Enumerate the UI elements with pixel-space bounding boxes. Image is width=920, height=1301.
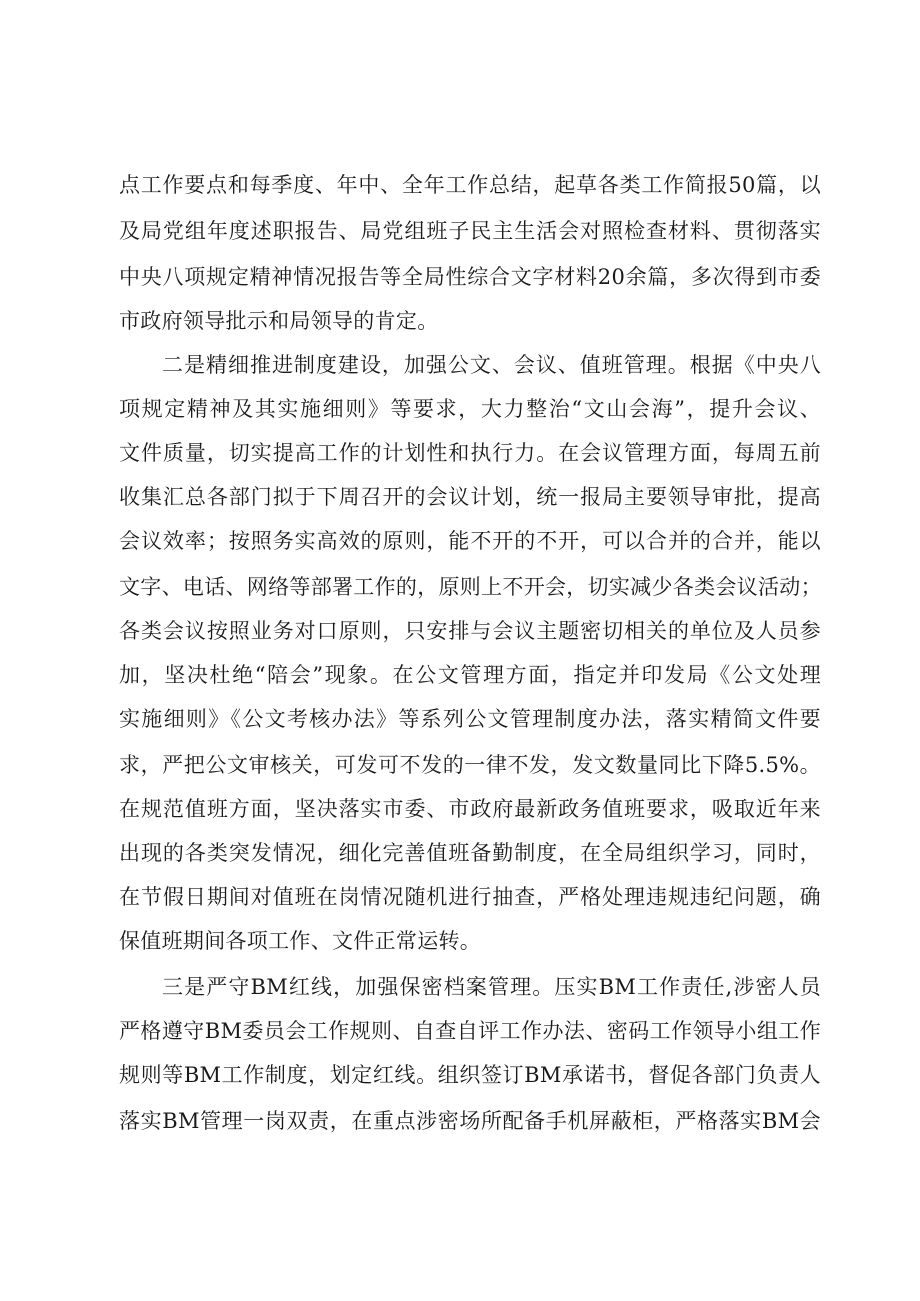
paragraph-2-line-14: 保值班期间各项工作、文件正常运转。 xyxy=(119,929,482,953)
paragraph-2-line-10: 求，严把公文审核关，可发可不发的一律不发，发文数量同比下降5.5%。 xyxy=(119,753,821,777)
paragraph-2-line-1: 二是精细推进制度建设，加强公文、会议、值班管理。根据《中央八 xyxy=(162,353,821,377)
paragraph-3-line-3: 规则等BM工作制度，划定红线。组织签订BM承诺书，督促各部门负责人 xyxy=(119,1063,821,1087)
paragraph-1-line-4: 市政府领导批示和局领导的肯定。 xyxy=(119,309,439,333)
paragraph-3-line-2: 严格遵守BM委员会工作规则、自查自评工作办法、密码工作领导小组工作 xyxy=(119,1019,821,1043)
paragraph-1-line-2: 及局党组年度述职报告、局党组班子民主生活会对照检查材料、贯彻落实 xyxy=(119,219,821,243)
paragraph-1-line-1: 点工作要点和每季度、年中、全年工作总结，起草各类工作简报50篇，以 xyxy=(119,173,821,197)
paragraph-2-line-4: 收集汇总各部门拟于下周召开的会议计划，统一报局主要领导审批，提高 xyxy=(119,485,821,509)
paragraph-2-line-5: 会议效率；按照务实高效的原则，能不开的不开，可以合并的合并，能以 xyxy=(119,529,821,553)
paragraph-2-line-7: 各类会议按照业务对口原则，只安排与会议主题密切相关的单位及人员参 xyxy=(119,619,821,643)
paragraph-2-line-3: 文件质量，切实提高工作的计划性和执行力。在会议管理方面，每周五前 xyxy=(119,441,821,465)
paragraph-2-line-11: 在规范值班方面，坚决落实市委、市政府最新政务值班要求，吸取近年来 xyxy=(119,797,821,821)
paragraph-2-line-12: 出现的各类突发情况，细化完善值班备勤制度，在全局组织学习，同时， xyxy=(119,841,821,865)
paragraph-2-line-9: 实施细则》《公文考核办法》等系列公文管理制度办法，落实精简文件要 xyxy=(119,707,821,731)
paragraph-3-line-4: 落实BM管理一岗双责，在重点涉密场所配备手机屏蔽柜，严格落实BM会 xyxy=(119,1109,821,1133)
paragraph-2-line-2: 项规定精神及其实施细则》等要求，大力整治“文山会海”，提升会议、 xyxy=(119,397,821,421)
paragraph-2-line-8: 加，坚决杜绝“陪会”现象。在公文管理方面，指定并印发局《公文处理 xyxy=(119,663,821,687)
paragraph-1-line-3: 中央八项规定精神情况报告等全局性综合文字材料20余篇，多次得到市委 xyxy=(119,265,821,289)
paragraph-2-line-13: 在节假日期间对值班在岗情况随机进行抽查，严格处理违规违纪问题，确 xyxy=(119,885,821,909)
paragraph-3-line-1: 三是严守BM红线，加强保密档案管理。压实BM工作责任,涉密人员 xyxy=(162,975,821,999)
paragraph-2-line-6: 文字、电话、网络等部署工作的，原则上不开会，切实减少各类会议活动； xyxy=(119,575,822,599)
